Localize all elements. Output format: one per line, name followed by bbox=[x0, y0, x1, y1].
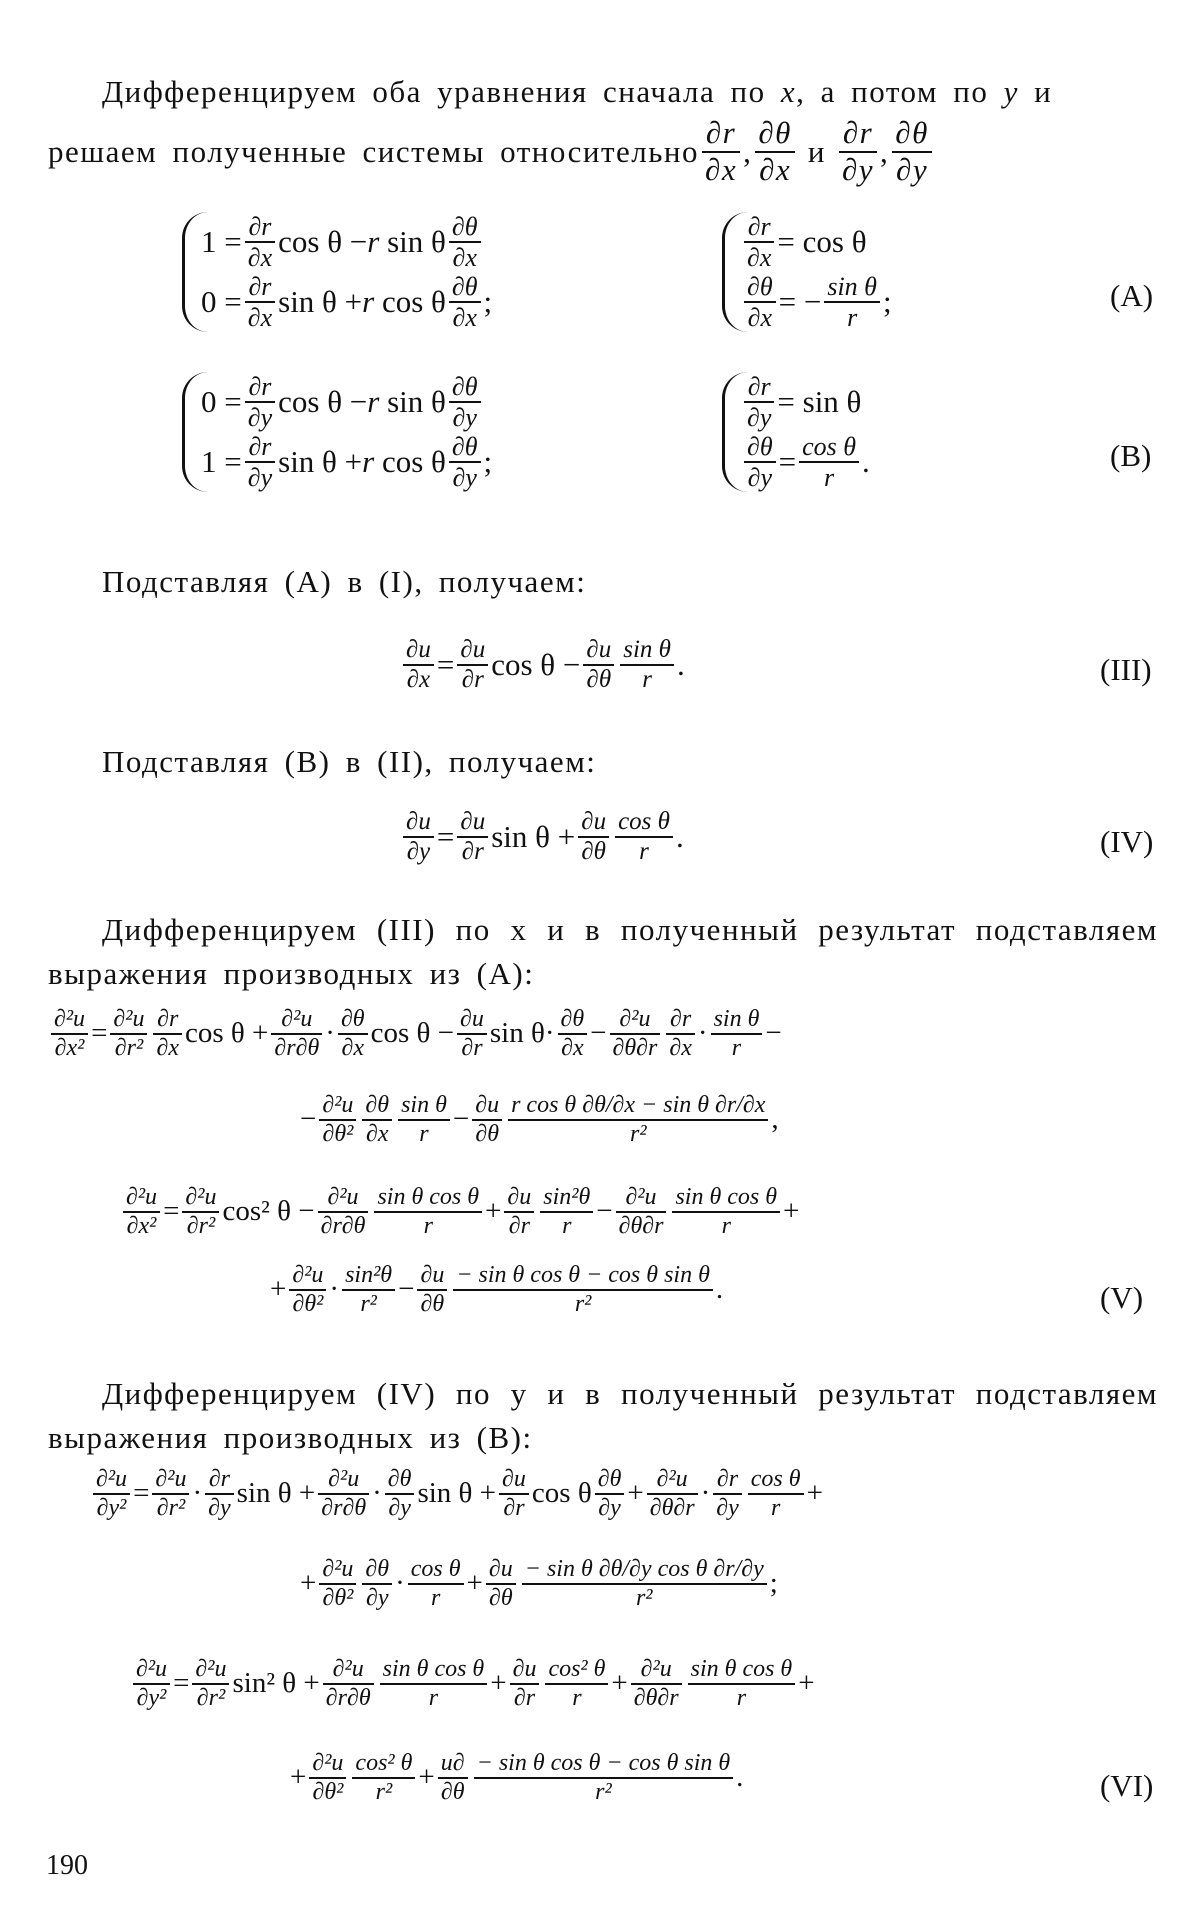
intro-paragraph-line2: решаем полученные системы относительно $\frac{\partial r}{\partial x}$ , $\frac{\partial\theta}{\partial x}$ и $\frac{\partial r}{\partial y}$ , $\frac{\partial\theta}{\partial y}$ bbox=[48, 116, 1158, 187]
fraction: $\frac{\partial r}{\partial y}$ bbox=[839, 116, 877, 187]
paragraph-differentiate-IV: Дифференцируем (IV) по y и в полученный результат подставляем выражения производных из (B): bbox=[48, 1376, 1158, 1455]
system-B-left: 0 = $\frac{\partial r}{\partial y}$ cos θ − r sin θ $\frac{\partial\theta}{\partial y}$ 1 = $\frac{\partial r}{\partial y}$ sin θ + r cos θ $\frac{\partial\theta}{\partial y}$ ; bbox=[182, 372, 492, 492]
equation-V-line2: − $\frac{\text{∂²u}}{\text{∂θ²}}$ $\frac{\partial\theta}{\partial x}$ $\frac{\text{sin θ}}{r}$ − $\frac{\partial u}{\partial\theta}$ $\frac{\text{r cos θ ∂θ/∂x − sin θ ∂r/∂x}}{\text{r²}}$ , bbox=[300, 1092, 779, 1147]
equation-V-line3: $\frac{\text{∂²u}}{\text{∂x²}}$ = $\frac{\text{∂²u}}{\text{∂r²}}$ cos² θ − $\frac{\text{∂²u}}{\partial r\partial\theta}$ $\frac{\text{sin θ cos θ}}{r}$ + $\frac{\partial u}{\partial r}$ $\frac{\text{sin²θ}}{r}$ − $\frac{\text{∂²u}}{\partial\theta\partial r}$ $\frac{\text{sin θ cos θ}}{r}$ + bbox=[120, 1184, 1160, 1240]
paragraph-substitute-A: Подставляя (A) в (I), получаем: bbox=[102, 564, 587, 599]
equation-IV: $\frac{\partial u}{\partial y}$ = $\frac{\partial u}{\partial r}$ sin θ + $\frac{\partial u}{\partial\theta}$ $\frac{\text{cos θ}}{r}$ . bbox=[400, 808, 684, 866]
intro-text-1: Дифференцируем оба уравнения сначала по bbox=[102, 74, 766, 109]
tag-III: (III) bbox=[1100, 652, 1152, 687]
paragraph-substitute-B: Подставляя (B) в (II), получаем: bbox=[102, 744, 597, 779]
equation-III: $\frac{\partial u}{\partial x}$ = $\frac{\partial u}{\partial r}$ cos θ − $\frac{\partial u}{\partial\theta}$ $\frac{\text{sin θ}}{r}$ . bbox=[400, 636, 685, 694]
tag-A: (A) bbox=[1110, 278, 1154, 313]
intro-text-2: , а потом по bbox=[796, 74, 989, 109]
intro-text-4: решаем полученные системы относительно bbox=[48, 133, 699, 169]
page-number: 190 bbox=[46, 1850, 88, 1881]
fraction: $\frac{\partial r}{\partial x}$ bbox=[702, 116, 740, 187]
equation-VI-line1: $\frac{\text{∂²u}}{\text{∂y²}}$ = $\frac{\text{∂²u}}{\text{∂r²}}$ · $\frac{\partial r}{\partial y}$ sin θ + $\frac{\text{∂²u}}{\partial r\partial\theta}$ · $\frac{\partial\theta}{\partial y}$ sin θ + $\frac{\partial u}{\partial r}$ cos θ $\frac{\partial\theta}{\partial y}$ + $\frac{\text{∂²u}}{\partial\theta\partial r}$ · $\frac{\partial r}{\partial y}$ $\frac{\text{cos θ}}{r}$ + bbox=[90, 1466, 1160, 1522]
equation-V-line1: $\frac{\text{∂²u}}{\text{∂x²}}$ = $\frac{\text{∂²u}}{\text{∂r²}}$ $\frac{\partial r}{\partial x}$ cos θ + $\frac{\text{∂²u}}{\partial r\partial\theta}$ · $\frac{\partial\theta}{\partial x}$ cos θ − $\frac{\partial u}{\partial r}$ sin θ· $\frac{\partial\theta}{\partial x}$ − $\frac{\text{∂²u}}{\partial\theta\partial r}$ $\frac{\partial r}{\partial x}$ · $\frac{\text{sin θ}}{r}$ − bbox=[48, 1006, 1158, 1062]
intro-text-3: и bbox=[1034, 74, 1053, 109]
fraction: $\frac{\partial\theta}{\partial x}$ bbox=[755, 116, 795, 187]
intro-paragraph bbox=[48, 70, 1158, 114]
tag-V: (V) bbox=[1100, 1280, 1144, 1315]
intro-conj: и bbox=[807, 133, 826, 169]
equation-VI-line2: + $\frac{\text{∂²u}}{\text{∂θ²}}$ $\frac{\partial\theta}{\partial y}$ · $\frac{\text{cos θ}}{r}$ + $\frac{\partial u}{\partial\theta}$ $\frac{\text{− sin θ ∂θ/∂y cos θ ∂r/∂y}}{\text{r²}}$ ; bbox=[300, 1556, 778, 1611]
tag-B: (B) bbox=[1110, 438, 1152, 473]
fraction: $\frac{\partial\theta}{\partial y}$ bbox=[892, 116, 932, 187]
tag-IV: (IV) bbox=[1100, 824, 1154, 859]
tag-VI: (VI) bbox=[1100, 1768, 1154, 1803]
var-y: y bbox=[1003, 74, 1019, 109]
equation-V-line4: + $\frac{\text{∂²u}}{\text{∂θ²}}$ · $\frac{\text{sin²θ}}{\text{r²}}$ − $\frac{\partial u}{\partial\theta}$ $\frac{\text{− sin θ cos θ − cos θ sin θ}}{\text{r²}}$ . bbox=[270, 1262, 724, 1317]
system-A-left: 1 = $\frac{\partial r}{\partial x}$ cos θ − r sin θ $\frac{\partial\theta}{\partial x}$ 0 = $\frac{\partial r}{\partial x}$ sin θ + r cos θ $\frac{\partial\theta}{\partial x}$ ; bbox=[182, 212, 492, 332]
system-B-right: $\frac{\partial r}{\partial y}$ = sin θ $\frac{\partial\theta}{\partial y}$ = $\frac{\text{cos θ}}{r}$ . bbox=[722, 372, 870, 492]
var-x: x bbox=[780, 74, 797, 109]
equation-VI-line3: $\frac{\text{∂²u}}{\text{∂y²}}$ = $\frac{\text{∂²u}}{\text{∂r²}}$ sin² θ + $\frac{\text{∂²u}}{\partial r\partial\theta}$ $\frac{\text{sin θ cos θ}}{r}$ + $\frac{\partial u}{\partial r}$ $\frac{\text{cos² θ}}{r}$ + $\frac{\text{∂²u}}{\partial\theta\partial r}$ $\frac{\text{sin θ cos θ}}{r}$ + bbox=[130, 1656, 1160, 1712]
paragraph-differentiate-III: Дифференцируем (III) по x и в полученный результат подставляем выражения производных из (A): bbox=[48, 912, 1158, 991]
system-A-right: $\frac{\partial r}{\partial x}$ = cos θ $\frac{\partial\theta}{\partial x}$ = − $\frac{\text{sin θ}}{r}$ ; bbox=[722, 212, 892, 332]
equation-VI-line4: + $\frac{\text{∂²u}}{\text{∂θ²}}$ $\frac{\text{cos² θ}}{\text{r²}}$ + $\frac{u\partial}{\partial\theta}$ $\frac{\text{− sin θ cos θ − cos θ sin θ}}{\text{r²}}$ . bbox=[290, 1750, 744, 1805]
